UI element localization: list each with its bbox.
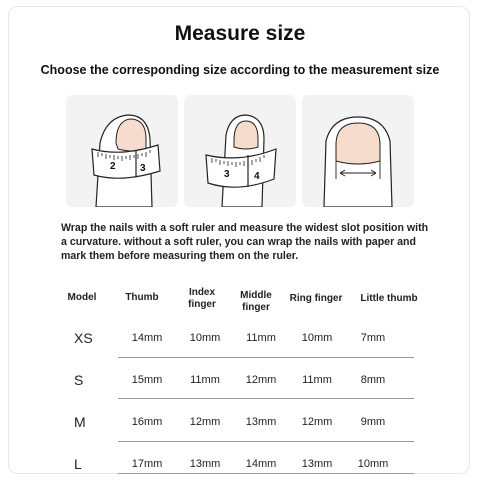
measurement-instructions: Wrap the nails with a soft ruler and measure the widest slot position with a curvature. without a soft ruler, you can wrap the nails with paper and mark them before measuring them on the ruler. bbox=[61, 222, 429, 262]
illustration-thumb-measure bbox=[66, 95, 178, 207]
row-divider bbox=[118, 441, 414, 442]
cell-s-index: 11mm bbox=[190, 374, 220, 386]
cell-xs-index: 10mm bbox=[189, 332, 221, 344]
row-model-l: L bbox=[74, 456, 82, 472]
cell-s-little: 8mm bbox=[360, 374, 386, 386]
cell-m-thumb: 16mm bbox=[131, 416, 163, 428]
nail-width-illustration bbox=[302, 95, 414, 207]
illustration-nail-width bbox=[302, 95, 414, 207]
row-model-xs: XS bbox=[74, 330, 93, 346]
header-little-thumb: Little thumb bbox=[360, 293, 418, 304]
cell-xs-little: 7mm bbox=[360, 332, 386, 344]
cell-xs-middle: 11mm bbox=[246, 332, 276, 344]
ruler-mark-label: 4 bbox=[254, 171, 260, 182]
ruler-mark-label: 3 bbox=[224, 169, 230, 180]
row-divider bbox=[118, 357, 414, 358]
page-subtitle: Choose the corresponding size according to the measurement size bbox=[40, 63, 440, 77]
row-divider bbox=[118, 473, 414, 474]
row-model-m: M bbox=[74, 414, 86, 430]
header-thumb: Thumb bbox=[125, 292, 159, 303]
page-title: Measure size bbox=[174, 22, 306, 45]
finger-ruler-illustration bbox=[184, 95, 296, 207]
illustration-finger-measure bbox=[184, 95, 296, 207]
ruler-mark-label: 3 bbox=[140, 163, 146, 174]
cell-l-little: 10mm bbox=[357, 458, 389, 470]
cell-l-middle: 14mm bbox=[245, 458, 277, 470]
cell-xs-thumb: 14mm bbox=[131, 332, 163, 344]
cell-m-little: 9mm bbox=[360, 416, 386, 428]
cell-l-index: 13mm bbox=[189, 458, 221, 470]
cell-m-middle: 13mm bbox=[245, 416, 277, 428]
cell-l-thumb: 17mm bbox=[131, 458, 163, 470]
thumb-ruler-illustration bbox=[66, 95, 178, 207]
cell-m-index: 12mm bbox=[189, 416, 221, 428]
header-index-finger: Index finger bbox=[188, 287, 216, 310]
cell-xs-ring: 10mm bbox=[301, 332, 333, 344]
header-middle-finger: Middle finger bbox=[240, 290, 272, 313]
cell-m-ring: 12mm bbox=[301, 416, 333, 428]
header-ring-finger: Ring finger bbox=[289, 293, 343, 304]
header-model: Model bbox=[67, 292, 97, 303]
row-divider bbox=[118, 398, 414, 399]
row-model-s: S bbox=[74, 372, 84, 388]
cell-s-middle: 12mm bbox=[245, 374, 277, 386]
ruler-mark-label: 2 bbox=[110, 161, 116, 172]
cell-s-thumb: 15mm bbox=[131, 374, 163, 386]
cell-l-ring: 13mm bbox=[301, 458, 333, 470]
cell-s-ring: 11mm bbox=[302, 374, 332, 386]
